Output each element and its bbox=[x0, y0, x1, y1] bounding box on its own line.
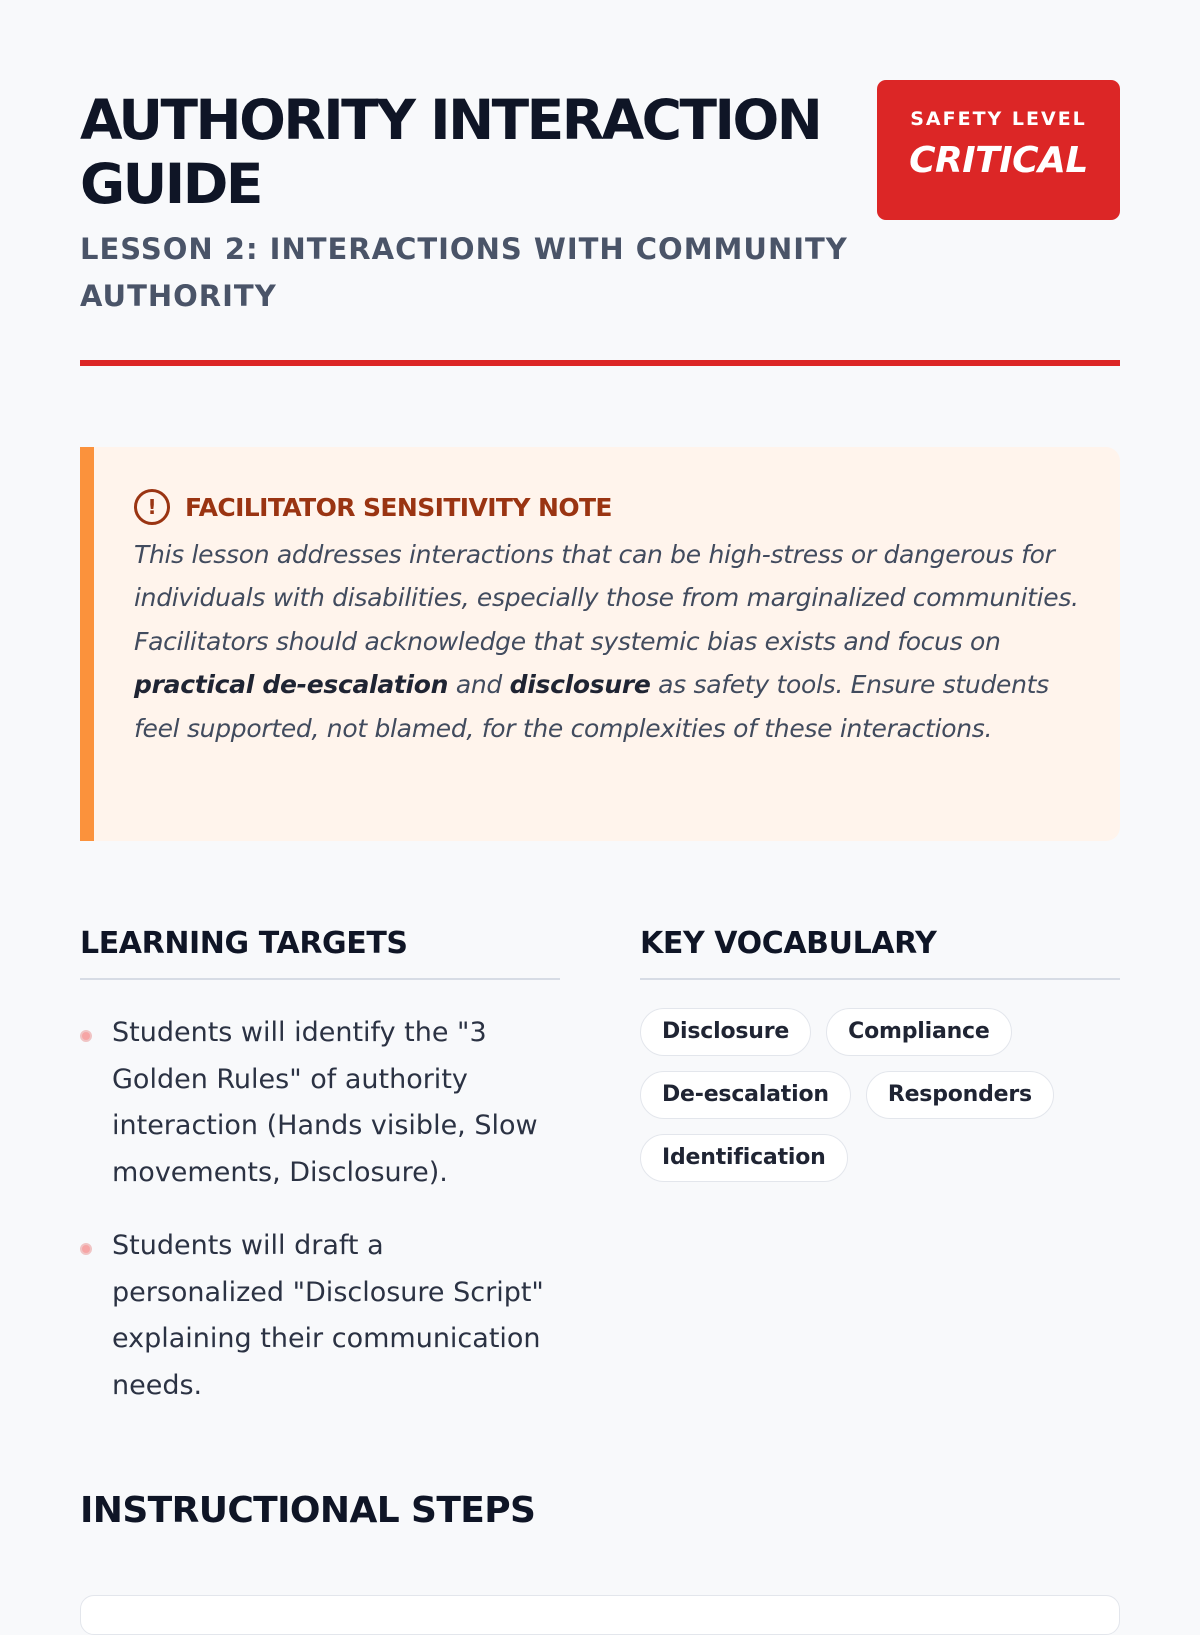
note-text-part: as safety tools. Ensure students feel supported, not blamed, for the complexities of these interactions. bbox=[134, 670, 1049, 743]
page-header bbox=[80, 80, 1120, 360]
key-vocabulary-title: KEY VOCABULARY bbox=[640, 920, 1120, 980]
header-divider bbox=[80, 360, 1120, 366]
note-header bbox=[134, 489, 1080, 525]
safety-level-badge bbox=[877, 80, 1120, 220]
badge-label: SAFETY LEVEL bbox=[910, 108, 1087, 130]
list-item bbox=[80, 1010, 560, 1196]
note-text-part: This lesson addresses interactions that can be high-stress or dangerous for individuals with disabilities, especially those from marginalized communities. Facilitators should acknowledge that systemic bias exists and focus on bbox=[134, 540, 1079, 656]
learning-target-text: Students will identify the "3 Golden Rules" of authority interaction (Hands visible, Slow movements, Disclosure). bbox=[112, 1017, 538, 1188]
badge-value: CRITICAL bbox=[909, 140, 1088, 181]
learning-targets-title: LEARNING TARGETS bbox=[80, 920, 560, 980]
learning-targets-list bbox=[80, 1010, 560, 1409]
vocabulary-chip: Responders bbox=[866, 1071, 1054, 1119]
instructional-steps-title: INSTRUCTIONAL STEPS bbox=[80, 1490, 536, 1531]
vocabulary-chip: Identification bbox=[640, 1134, 848, 1182]
note-emphasis: disclosure bbox=[509, 670, 651, 700]
vocabulary-chip: Compliance bbox=[826, 1008, 1011, 1056]
alert-circle-icon: ! bbox=[134, 489, 170, 525]
note-title: FACILITATOR SENSITIVITY NOTE bbox=[185, 492, 612, 522]
note-emphasis: practical de-escalation bbox=[134, 670, 449, 700]
facilitator-note bbox=[80, 447, 1120, 841]
learning-targets-section bbox=[80, 920, 560, 1436]
vocabulary-chip-list bbox=[640, 1008, 1120, 1182]
key-vocabulary-section bbox=[640, 920, 1120, 1182]
lesson-subtitle: LESSON 2: INTERACTIONS WITH COMMUNITY AUTHORITY bbox=[80, 232, 848, 313]
list-item bbox=[80, 1223, 560, 1409]
bullet-dot-icon bbox=[80, 1243, 92, 1255]
learning-target-text: Students will draft a personalized "Disclosure Script" explaining their communication needs. bbox=[112, 1230, 544, 1401]
note-body bbox=[134, 533, 1080, 750]
bullet-dot-icon bbox=[80, 1030, 92, 1042]
vocabulary-chip: Disclosure bbox=[640, 1008, 811, 1056]
vocabulary-chip: De-escalation bbox=[640, 1071, 851, 1119]
page-title: AUTHORITY INTERACTION GUIDE bbox=[80, 88, 821, 216]
note-text-part: and bbox=[448, 670, 510, 700]
instructional-steps-card bbox=[80, 1595, 1120, 1635]
